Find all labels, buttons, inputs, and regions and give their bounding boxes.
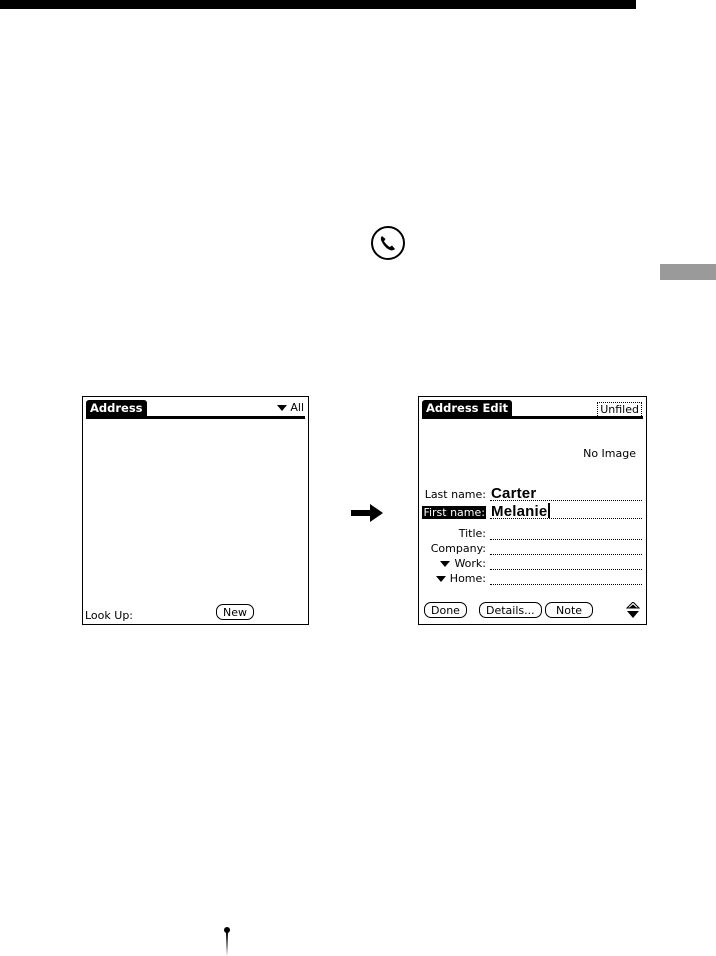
field-first-name[interactable] bbox=[422, 505, 642, 521]
field-underline bbox=[490, 584, 642, 585]
details-button[interactable]: Details... bbox=[479, 602, 542, 618]
field-home[interactable] bbox=[422, 571, 642, 587]
field-underline bbox=[490, 554, 642, 555]
field-title[interactable] bbox=[422, 526, 642, 542]
last-name-input[interactable]: Carter bbox=[491, 485, 537, 502]
note-button[interactable]: Note bbox=[545, 602, 593, 618]
field-label-text: Work: bbox=[454, 557, 486, 570]
stylus-icon bbox=[221, 926, 233, 956]
field-work[interactable] bbox=[422, 556, 642, 572]
phone-type-picker[interactable] bbox=[436, 572, 486, 585]
screen-title: Address bbox=[86, 400, 147, 417]
right-arrow-icon bbox=[351, 504, 383, 522]
category-picker[interactable]: Unfiled bbox=[597, 402, 642, 418]
field-label: Title: bbox=[458, 527, 486, 540]
category-picker[interactable] bbox=[277, 401, 304, 414]
lookup-label: Look Up: bbox=[85, 609, 134, 622]
triangle-down-icon bbox=[436, 576, 446, 582]
no-image-placeholder[interactable]: No Image bbox=[583, 447, 636, 460]
field-underline bbox=[490, 569, 642, 570]
address-edit-screen bbox=[418, 396, 647, 625]
field-last-name[interactable] bbox=[422, 487, 642, 503]
address-list-screen bbox=[82, 396, 309, 625]
triangle-down-icon bbox=[440, 561, 450, 567]
field-label: First name: bbox=[423, 506, 485, 519]
field-label-text: Home: bbox=[449, 572, 486, 585]
phone-type-picker[interactable] bbox=[440, 557, 486, 570]
done-button[interactable]: Done bbox=[424, 602, 467, 618]
side-section-tab bbox=[660, 264, 716, 280]
field-label: Last name: bbox=[424, 488, 486, 501]
scroll-arrows-icon[interactable] bbox=[626, 602, 640, 618]
top-rule bbox=[0, 0, 636, 9]
screen-title: Address Edit bbox=[422, 400, 512, 417]
text-cursor bbox=[548, 503, 550, 518]
field-label: Company: bbox=[430, 542, 486, 555]
title-rule bbox=[86, 416, 305, 419]
triangle-down-icon bbox=[277, 405, 287, 411]
new-button[interactable]: New bbox=[216, 604, 254, 620]
first-name-text: Melanie bbox=[491, 503, 548, 520]
first-name-input[interactable] bbox=[491, 503, 550, 520]
category-label: All bbox=[290, 401, 304, 414]
field-company[interactable] bbox=[422, 541, 642, 557]
field-underline bbox=[490, 539, 642, 540]
phone-icon bbox=[371, 226, 405, 260]
